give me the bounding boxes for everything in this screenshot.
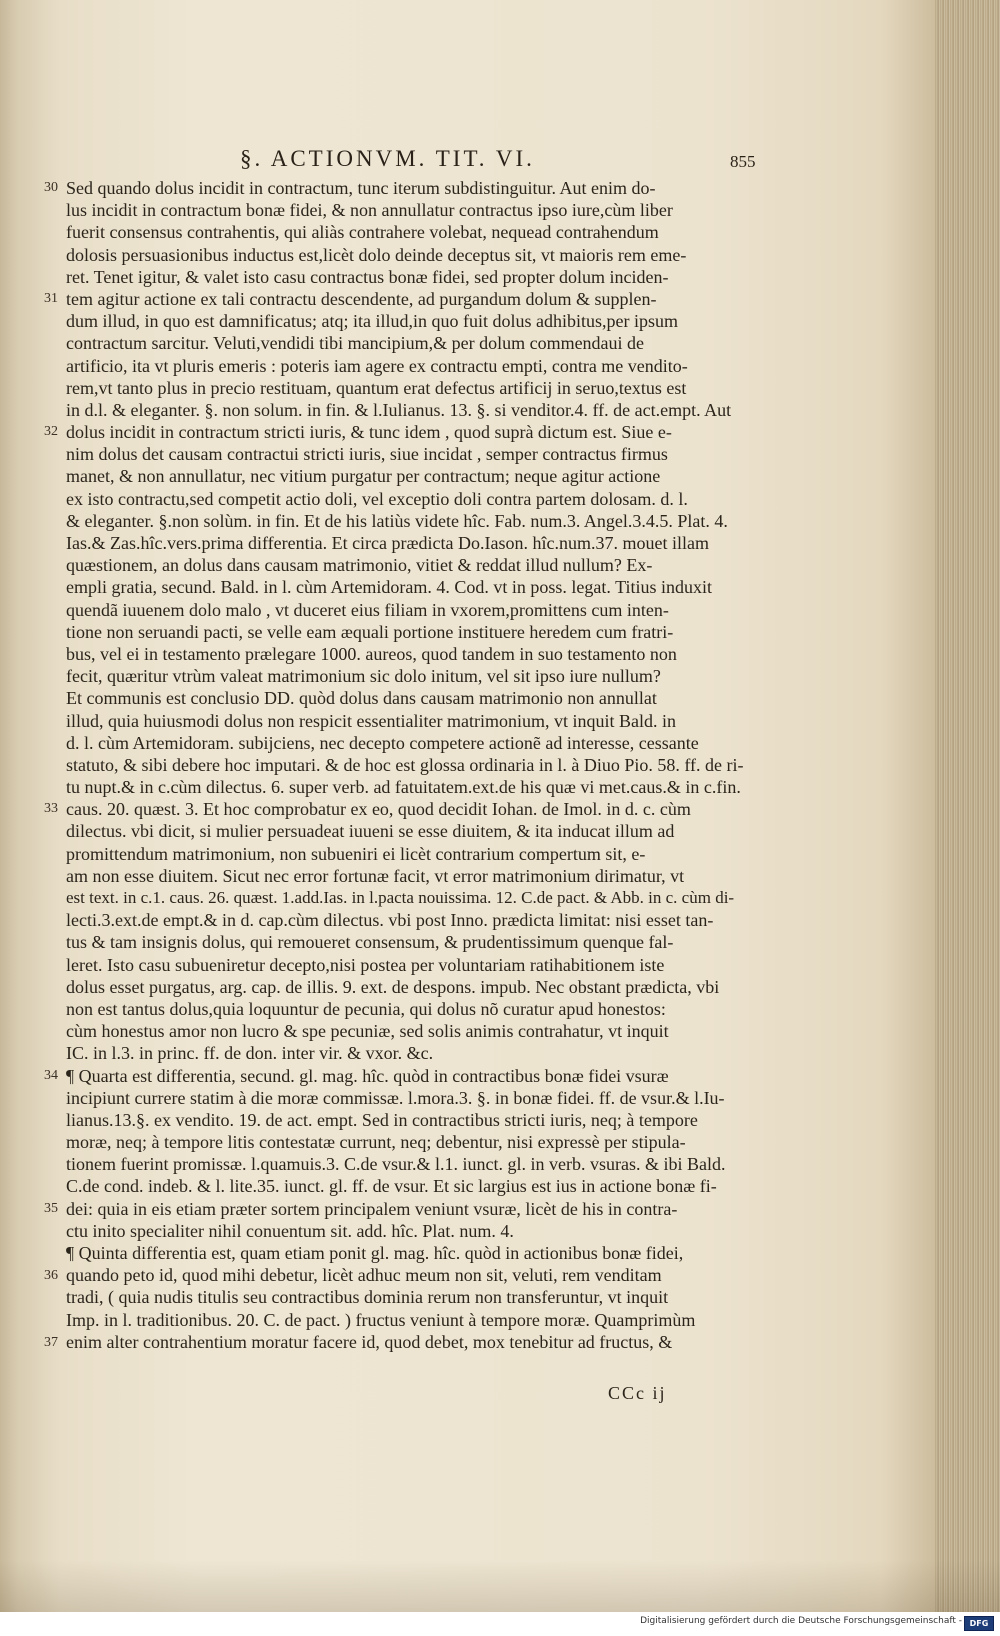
- text-line: lecti.3.ext.de empt.& in d. cap.cùm dilectus. vbi post Inno. prædicta limitat: nisi esset tan-: [66, 910, 714, 931]
- running-head: §. ACTIONVM. TIT. VI.: [240, 146, 535, 171]
- text-line: empli gratia, secund. Bald. in l. cùm Artemidoram. 4. Cod. vt in poss. legat. Titius induxit: [66, 577, 712, 598]
- text-line: C.de cond. indeb. & l. lite.35. iunct. gl. ff. de vsur. Et sic largius est ius in actione bonæ fi-: [66, 1176, 717, 1197]
- text-line: rem,vt tanto plus in precio restituam, quantum erat defectus artificij in seruo,textus est: [66, 377, 687, 398]
- text-line: quendã iuuenem dolo malo , vt duceret eius filiam in vxorem,promittens cum inten-: [66, 599, 669, 620]
- text-line: d. l. cùm Artemidoram. subijciens, nec decepto competere actionẽ ad interesse, cessante: [66, 732, 699, 753]
- text-line: Imp. in l. traditionibus. 20. C. de pact. ) fructus veniunt à tempore moræ. Quamprimùm: [66, 1309, 696, 1330]
- text-line: caus. 20. quæst. 3. Et hoc comprobatur ex eo, quod decidit Iohan. de Imol. in d. c. cùm: [66, 799, 691, 820]
- margin-number: 36: [44, 1268, 58, 1283]
- text-line: tradi, ( quia nudis titulis seu contractibus dominia rerum non transferuntur, vt inquit: [66, 1287, 669, 1308]
- text-line: illud, quia huiusmodi dolus non respicit essentialiter matrimonium, vt inquit Bald. in: [66, 710, 676, 731]
- funding-credit: Digitalisierung gefördert durch die Deutsche Forschungsgemeinschaft -: [640, 1616, 962, 1626]
- margin-number: 35: [44, 1201, 58, 1216]
- text-line: Ias.& Zas.hîc.vers.prima differentia. Et circa prædicta Do.Iason. hîc.num.37. mouet illam: [66, 533, 709, 553]
- margin-number: 34: [44, 1068, 58, 1083]
- text-line: quando peto id, quod mihi debetur, licèt adhuc meum non sit, veluti, rem venditam: [66, 1265, 662, 1286]
- dfg-logo: [964, 1616, 994, 1631]
- text-line: non est tantus dolus,quia loquuntur de pecunia, qui dolus nõ curatur apud honestos:: [66, 998, 666, 1019]
- text-line: dum illud, in quo est damnificatus; atq; ita illud,in quo fuit dolus adhibitus,per ipsum: [66, 311, 678, 332]
- text-line: ex isto contractu,sed competit actio doli, vel exceptio doli contra partem dolosam. d. l.: [66, 488, 688, 509]
- margin-number: 32: [44, 424, 58, 439]
- text-line: tus & tam insignis dolus, qui remoueret consensum, & prudentissimum quenque fal-: [66, 932, 674, 953]
- margin-number: 33: [44, 801, 58, 816]
- page-number: 855: [730, 152, 756, 171]
- text-line: manet, & non annullatur, nec vitium purgatur per contractum; neque agitur actione: [66, 466, 661, 487]
- text-line: artificio, ita vt pluris emeris : poteris iam agere ex contractu empti, contra me vendito-: [66, 355, 688, 376]
- text-line: nim dolus det causam contractui stricti iuris, siue incidat , semper contractus firmus: [66, 444, 668, 465]
- text-line: quæstionem, an dolus dans causam matrimonio, vitiet & reddat illud nullum? Ex-: [66, 555, 653, 576]
- text-line: dolus incidit in contractum stricti iuris, & tunc idem , quod suprà dictum est. Siue e-: [66, 422, 672, 443]
- dfg-logo-text: DFG: [969, 1619, 989, 1628]
- text-line: leret. Isto casu subueniretur decepto,nisi postea per voluntariam ratihabitionem iste: [66, 954, 665, 975]
- digitization-footer: [0, 1612, 1000, 1636]
- text-line: lus incidit in contractum bonæ fidei, & non annullatur contractus ipso iure,cùm liber: [66, 200, 673, 221]
- text-line: statuto, & sibi debere hoc imputari. & de hoc est glossa ordinaria in l. à Diuo Pio. 58. ff. de ri-: [66, 754, 744, 775]
- text-line: enim alter contrahentium moratur facere id, quod debet, mox tenebitur ad fructus, &: [66, 1331, 673, 1352]
- margin-number: 30: [44, 180, 58, 195]
- text-line: ret. Tenet igitur, & valet isto casu contractus bonæ fidei, sed propter dolum inciden-: [66, 266, 669, 287]
- text-line: promittendum matrimonium, non subueniri ei licèt contrarium compertum sit, e-: [66, 843, 646, 864]
- text-line: dolosis persuasionibus inductus est,licèt dolo deinde deceptus sit, vt maioris rem eme-: [66, 244, 687, 265]
- text-line: tu nupt.& in c.cùm dilectus. 6. super verb. ad fatuitatem.ext.de his quæ vi met.caus.& in c.fin.: [66, 777, 741, 798]
- text-line: & eleganter. §.non solùm. in fin. Et de his latiùs videte hîc. Fab. num.3. Angel.3.4.5. Plat. 4.: [66, 510, 728, 531]
- text-line: IC. in l.3. in princ. ff. de don. inter vir. & vxor. &c.: [66, 1043, 434, 1064]
- text-line: ctu inito specialiter nihil conuentum sit. add. hîc. Plat. num. 4.: [66, 1220, 514, 1241]
- text-line: Sed quando dolus incidit in contractum, tunc iterum subdistinguitur. Aut enim do-: [66, 178, 656, 198]
- body-text: [66, 177, 746, 1353]
- text-line: tione non seruandi pacti, se velle eam æquali portione instituere heredem cum fratri-: [66, 621, 674, 642]
- text-line: ¶ Quarta est differentia, secund. gl. mag. hîc. quòd in contractibus bonæ fidei vsuræ: [66, 1065, 669, 1086]
- text-line: tionem fuerint promissæ. l.quamuis.3. C.de vsur.& l.1. iunct. gl. in verb. vsuras. & ibi Bald.: [66, 1154, 726, 1175]
- margin-number: 31: [44, 291, 58, 306]
- text-line: dilectus. vbi dicit, si mulier persuadeat iuueni se esse diuitem, & ita inducat illum ad: [66, 821, 675, 842]
- margin-number: 37: [44, 1335, 58, 1350]
- text-line: in d.l. & eleganter. §. non solum. in fin. & l.Iulianus. 13. §. si venditor.4. ff. de act.empt. Aut: [66, 399, 732, 420]
- text-line: est text. in c.1. caus. 26. quæst. 1.add.Ias. in l.pacta nouissima. 12. C.de pact. & Abb. in c. cùm di-: [66, 888, 735, 907]
- text-line: contractum sarcitur. Veluti,vendidi tibi mancipium,& per dolum commendaui de: [66, 333, 645, 354]
- page-edges: [935, 0, 1000, 1612]
- text-line: dolus esset purgatus, arg. cap. de illis. 9. ext. de despons. impub. Nec obstant prædicta, vbi: [66, 976, 720, 997]
- text-line: am non esse diuitem. Sicut nec error fortunæ facit, vt error matrimonium dirimatur, vt: [66, 865, 685, 886]
- text-line: ¶ Quinta differentia est, quam etiam ponit gl. mag. hîc. quòd in actionibus bonæ fidei,: [66, 1243, 684, 1263]
- text-line: dei: quia in eis etiam præter sortem principalem veniunt vsuræ, licèt de his in contra-: [66, 1198, 678, 1219]
- text-line: Et communis est conclusio DD. quòd dolus dans causam matrimonio non annullat: [66, 688, 657, 709]
- signature-mark: CCc ij: [608, 1383, 667, 1403]
- text-line: tem agitur actione ex tali contractu descendente, ad purgandum dolum & supplen-: [66, 288, 657, 309]
- text-line: fecit, quæritur vtrùm valeat matrimonium sic dolo initum, vel sit ipso iure nullum?: [66, 666, 661, 687]
- text-line: bus, vel ei in testamento prælegare 1000. aureos, quod tandem in suo testamento non: [66, 643, 677, 664]
- text-line: cùm honestus amor non lucro & spe pecuniæ, sed solis animis contrahatur, vt inquit: [66, 1021, 669, 1042]
- text-line: moræ, neq; à tempore litis contestatæ currunt, neq; debentur, nisi expressè per stipula-: [66, 1132, 686, 1153]
- text-line: incipiunt currere statim à die moræ commissæ. l.mora.3. §. in bonæ fidei. ff. de vsur.& l.Iu-: [66, 1087, 725, 1108]
- bottom-shadow: [0, 1560, 1000, 1612]
- text-line: lianus.13.§. ex vendito. 19. de act. empt. Sed in contractibus stricti iuris, neq; à tempore: [66, 1109, 698, 1130]
- text-line: fuerit consensus contrahentis, qui aliàs contrahere volebat, nequead contrahendum: [66, 222, 659, 243]
